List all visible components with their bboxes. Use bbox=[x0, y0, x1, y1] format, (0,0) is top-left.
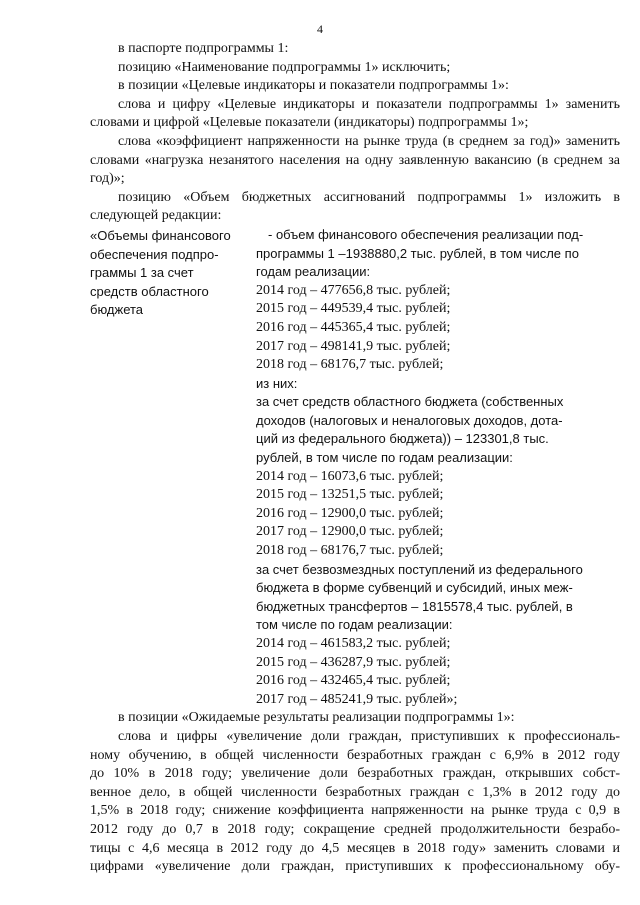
funding-content-line: 2015 год – 449539,4 тыс. рублей; bbox=[256, 301, 451, 317]
funding-table-label bbox=[90, 226, 256, 709]
funding-content-line: 2017 год – 12900,0 тыс. рублей; bbox=[256, 524, 444, 540]
funding-content-line: за счет средств областного бюджета (собственных bbox=[256, 394, 564, 410]
funding-content-line: 2017 год – 485241,9 тыс. рублей»; bbox=[256, 691, 458, 707]
funding-table-content bbox=[256, 226, 620, 709]
results-text-line: цифрами «увеличение доли граждан, приступивших к профессиональному обу- bbox=[90, 859, 620, 875]
funding-content-line: 2016 год – 432465,4 тыс. рублей; bbox=[256, 673, 451, 689]
funding-content-line: ций из федерального бюджета)) – 123301,8 тыс. bbox=[256, 431, 549, 447]
funding-label-line: «Объемы финансового bbox=[90, 227, 231, 243]
results-text-line: ному обучению, в общей численности безработных граждан с 6,9% в 2012 году bbox=[90, 747, 620, 763]
intro-line-3: в позиции «Целевые индикаторы и показатели подпрограммы 1»: bbox=[118, 78, 509, 94]
funding-content-line: за счет безвозмездных поступлений из федерального bbox=[256, 561, 583, 577]
results-text-line: венное дело, в общей численности безработных граждан с 1,3% в 2012 году до bbox=[90, 784, 620, 800]
funding-content-line: бюджетных трансфертов – 1815578,4 тыс. рублей, в bbox=[256, 598, 573, 614]
funding-content-line: 2015 год – 13251,5 тыс. рублей; bbox=[256, 487, 444, 503]
funding-table bbox=[90, 226, 620, 709]
funding-content-line: 2015 год – 436287,9 тыс. рублей; bbox=[256, 654, 451, 670]
funding-content-line: доходов (налоговых и неналоговых доходов, дота- bbox=[256, 412, 563, 428]
funding-content-line: 2018 год – 68176,7 тыс. рублей; bbox=[256, 357, 444, 373]
funding-content-line: 2018 год – 68176,7 тыс. рублей; bbox=[256, 543, 444, 559]
results-text-line: тицы с 4,6 месяца в 2012 году до 4,5 месяцев в 2018 году» заменить словами и bbox=[90, 840, 620, 856]
funding-label-line: бюджета bbox=[90, 302, 144, 318]
paragraph-indicators: слова и цифру «Целевые индикаторы и показатели подпрограммы 1» заменить словами и цифрой «Целевые показатели (индикаторы) подпрограммы 1»; bbox=[90, 96, 620, 131]
intro-line-2: позицию «Наименование подпрограммы 1» исключить; bbox=[118, 59, 451, 75]
funding-label-line: граммы 1 за счет bbox=[90, 265, 194, 281]
funding-content-line: из них: bbox=[256, 375, 298, 391]
funding-content-line: рублей, в том числе по годам реализации: bbox=[256, 450, 513, 466]
funding-content-line: 2014 год – 16073,6 тыс. рублей; bbox=[256, 468, 444, 484]
results-text-line: 2012 году до 0,7 в 2018 году; сокращение средней продолжительности безрабо- bbox=[90, 821, 620, 837]
funding-label-line: обеспечения подпро- bbox=[90, 246, 219, 262]
page-number: 4 bbox=[317, 22, 323, 36]
results-text-line: 1,5% в 2018 году; снижение коэффициента напряженности на рынке труда с 0,9 в bbox=[90, 803, 620, 819]
paragraph-results-text bbox=[90, 728, 620, 877]
funding-content-line: 2014 год – 461583,2 тыс. рублей; bbox=[256, 636, 451, 651]
funding-content-line: 2017 год – 498141,9 тыс. рублей; bbox=[256, 338, 451, 354]
funding-label-line: средств областного bbox=[90, 283, 209, 299]
funding-content-line: 2016 год – 12900,0 тыс. рублей; bbox=[256, 505, 444, 521]
paragraph-position: позицию «Объем бюджетных ассигнований подпрограммы 1» изложить в следующей редакции: bbox=[90, 189, 620, 224]
funding-content-line: - объем финансового обеспечения реализации под- bbox=[268, 226, 584, 242]
funding-content-line: годам реализации: bbox=[256, 264, 371, 280]
funding-content-line: том числе по годам реализации: bbox=[256, 617, 453, 633]
paragraph-coefficient: слова «коэффициент напряженности на рынке труда (в среднем за год)» заменить словами «нагрузка незанятого населения на одну заявленную вакансию (в среднем за год)»; bbox=[90, 133, 620, 187]
document-body bbox=[90, 40, 620, 877]
funding-content-line: 2016 год – 445365,4 тыс. рублей; bbox=[256, 319, 451, 335]
funding-content-line: программы 1 –1938880,2 тыс. рублей, в том числе по bbox=[256, 245, 579, 261]
intro-line-1: в паспорте подпрограммы 1: bbox=[118, 41, 289, 56]
funding-content-line: 2014 год – 477656,8 тыс. рублей; bbox=[256, 282, 451, 298]
results-text-line: слова и цифры «увеличение доли граждан, приступивших к профессиональ- bbox=[118, 728, 620, 744]
paragraph-results-heading: в позиции «Ожидаемые результаты реализации подпрограммы 1»: bbox=[118, 710, 515, 726]
funding-content-line: бюджета в форме субвенций и субсидий, иных меж- bbox=[256, 580, 573, 596]
results-text-line: до 10% в 2018 году; увеличение доли безработных граждан, открывших собст- bbox=[90, 766, 620, 782]
